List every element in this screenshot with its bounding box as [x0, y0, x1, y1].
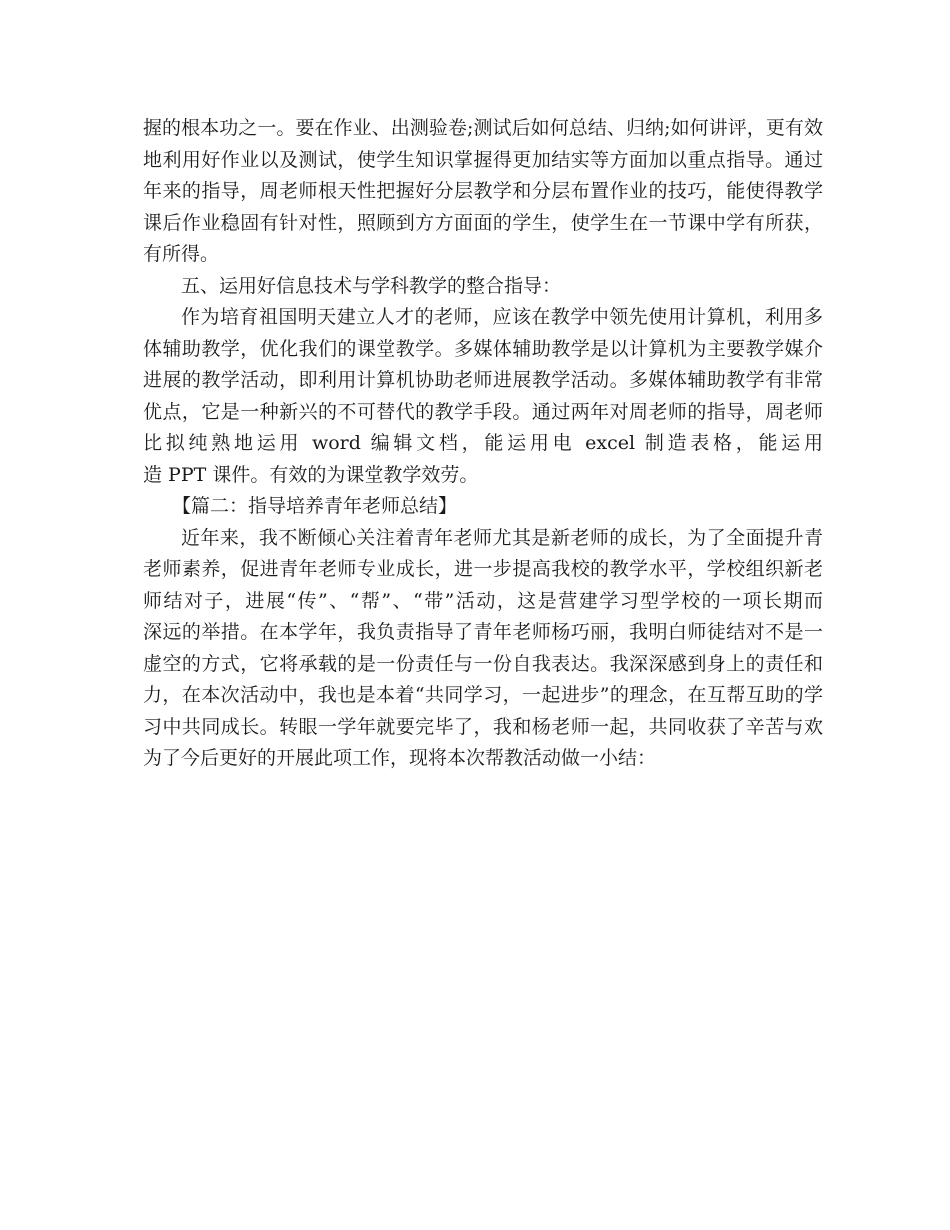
paragraph-line: 师结对子，进展“传”、“帮”、“带”活动，这是营建学习型学校的一项长期而: [143, 589, 823, 612]
paragraph-line: 优点，它是一种新兴的不可替代的教学手段。通过两年对周老师的指导，周老师: [143, 400, 823, 423]
paragraph-line: 年来的指导，周老师根天性把握好分层教学和分层布置作业的技巧，能使得教学: [143, 180, 823, 202]
paragraph-line: 造 PPT 课件。有效的为课堂教学效劳。: [143, 463, 479, 486]
paragraph-line: 为了今后更好的开展此项工作，现将本次帮教活动做一小结：: [143, 747, 657, 769]
paragraph-line: 地利用好作业以及测试，使学生知识掌握得更加结实等方面加以重点指导。通过: [143, 148, 823, 171]
document-body: [143, 113, 823, 775]
paragraph-line: 习中共同成长。转眼一学年就要完毕了，我和杨老师一起，共同收获了辛苦与欢: [143, 715, 823, 738]
section-heading: 【篇二：指导培养青年老师总结】: [172, 495, 458, 517]
paragraph-line: 进展的教学活动，即利用计算机协助老师进展教学活动。多媒体辅助教学有非常: [143, 369, 823, 391]
paragraph-line: 深远的举措。在本学年，我负责指导了青年老师杨巧丽，我明白师徒结对不是一: [143, 621, 823, 643]
paragraph-line: 作为培育祖国明天建立人才的老师，应该在教学中领先使用计算机，利用多: [181, 306, 823, 328]
paragraph-line: 力，在本次活动中，我也是本着“共同学习，一起进步”的理念，在互帮互助的学: [143, 684, 823, 706]
paragraph-line: 虚空的方式，它将承载的是一份责任与一份自我表达。我深深感到身上的责任和: [143, 652, 823, 675]
paragraph-line: 老师素养，促进青年老师专业成长，进一步提高我校的教学水平，学校组织新老: [143, 558, 823, 580]
paragraph-line: 近年来，我不断倾心关注着青年老师尤其是新老师的成长，为了全面提升青: [181, 526, 823, 549]
paragraph-line: 握的根本功之一。要在作业、出测验卷;测试后如何总结、归纳;如何讲评，更有效: [143, 117, 823, 139]
paragraph-line: 课后作业稳固有针对性，照顾到方方面面的学生，使学生在一节课中学有所获，: [143, 211, 823, 234]
paragraph-line: 有所得。: [143, 243, 220, 265]
paragraph-line: 体辅助教学，优化我们的课堂教学。多媒体辅助教学是以计算机为主要教学媒介: [143, 337, 823, 360]
section-heading: 五、运用好信息技术与学科教学的整合指导：: [181, 274, 562, 297]
paragraph-line: 比拟纯熟地运用 word 编辑文档，能运用电 excel 制造表格，能运用: [143, 432, 823, 454]
